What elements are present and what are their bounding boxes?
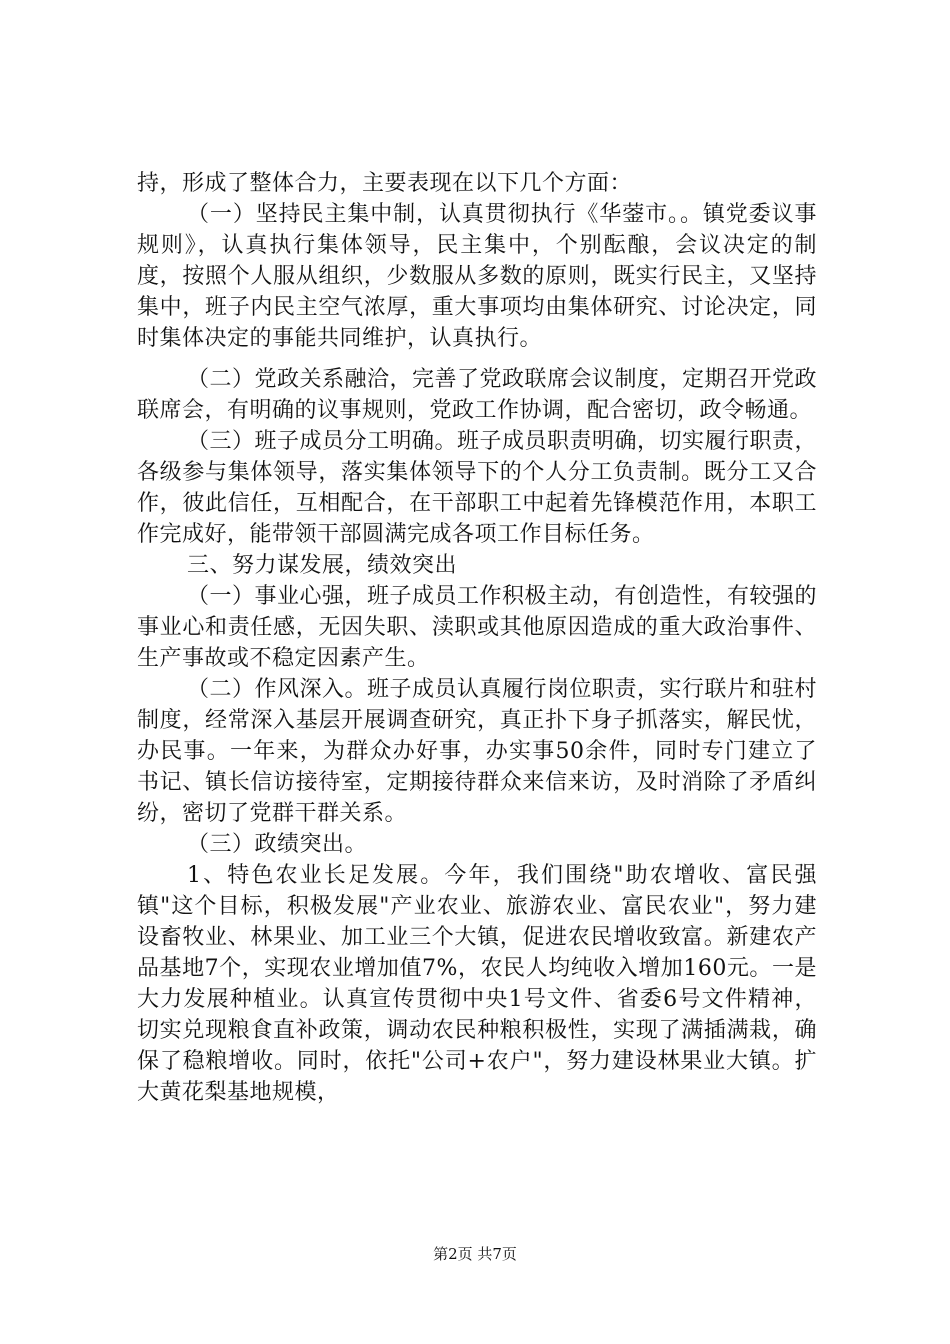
paragraph-work-style: （二）作风深入。班子成员认真履行岗位职责，实行联片和驻村制度，经常深入基层开展调查研究，真正扑下身子抓落实，解民忧，办民事。一年来，为群众办好事，办实事50余件，同时专门建立了书记、镇长信访接待室，定期接待群众来信来访，及时消除了矛盾纠纷，密切了党群干群关系。 (137, 677, 818, 826)
paragraph-dedication: （一）事业心强，班子成员工作积极主动，有创造性，有较强的事业心和责任感，无因失职、渎职或其他原因造成的重大政治事件、生产事故或不稳定因素产生。 (137, 584, 818, 671)
paragraph-agriculture: 1、特色农业长足发展。今年，我们围绕"助农增收、富民强镇"这个目标，积极发展"产业农业、旅游农业、富民农业"，努力建设畜牧业、林果业、加工业三个大镇，促进农民增收致富。新建农产品基地7个，实现农业增加值7%，农民人均纯收入增加160元。一是大力发展种植业。认真宣传贯彻中央1号文件、省委6号文件精神，切实兑现粮食直补政策，调动农民种粮积极性，实现了满插满栽，确保了稳粮增收。同时，依托"公司+农户"，努力建设林果业大镇。扩大黄花梨基地规模， (137, 863, 817, 1105)
paragraph-division-of-labor: （三）班子成员分工明确。班子成员职责明确，切实履行职责，各级参与集体领导，落实集体领导下的个人分工负责制。既分工又合作，彼此信任，互相配合，在干部职工中起着先锋模范作用，本职工作完成好，能带领干部圆满完成各项工作目标任务。 (137, 429, 818, 547)
section-heading-development: 三、努力谋发展，绩效突出 (187, 553, 458, 578)
document-body (137, 168, 817, 1108)
paragraph-party-government-relations: （二）党政关系融洽，完善了党政联席会议制度，定期召开党政联席会，有明确的议事规则，党政工作协调，配合密切，政令畅通。 (137, 367, 818, 423)
paragraph-democratic-centralism: （一）坚持民主集中制，认真贯彻执行《华蓥市。。镇党委议事规则》，认真执行集体领导，民主集中，个别酝酿，会议决定的制度，按照个人服从组织，少数服从多数的原则，既实行民主，又坚持集中，班子内民主空气浓厚，重大事项均由集体研究、讨论决定，同时集体决定的事能共同维护，认真执行。 (137, 202, 817, 351)
page-number-footer: 第2页 共7页 (433, 1245, 517, 1263)
paragraph-achievements-heading: （三）政绩突出。 (187, 832, 368, 857)
paragraph-continuation: 持，形成了整体合力，主要表现在以下几个方面： (137, 171, 633, 196)
